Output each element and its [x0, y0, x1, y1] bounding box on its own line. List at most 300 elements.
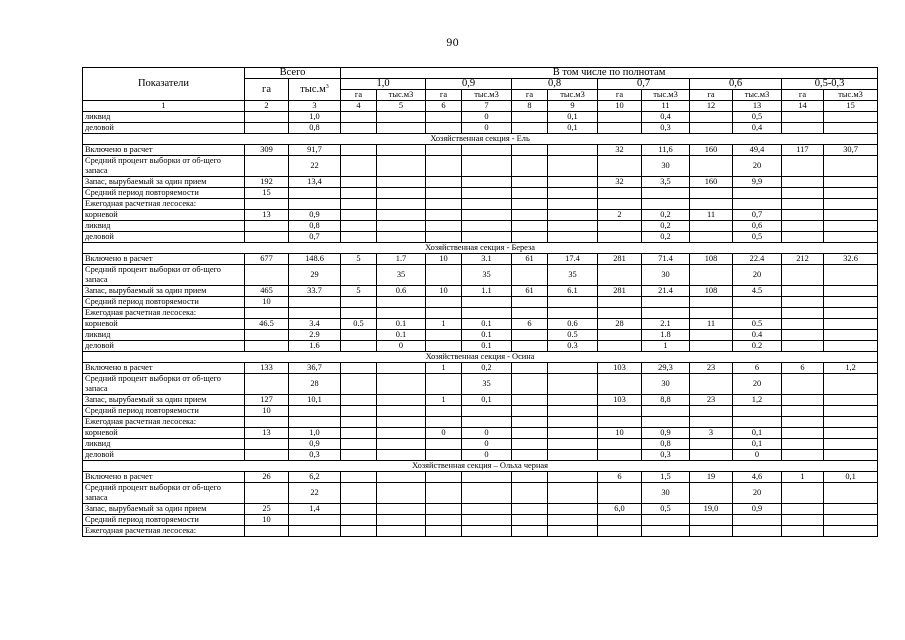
table-cell: [782, 297, 824, 308]
table-cell: [462, 145, 512, 156]
table-row: [83, 308, 878, 319]
table-cell: [341, 428, 377, 439]
table-cell: [548, 156, 598, 177]
table-cell: [341, 308, 377, 319]
table-cell: 1,0: [289, 428, 341, 439]
table-cell: [426, 483, 462, 504]
table-cell: [289, 406, 341, 417]
table-cell: 5: [341, 254, 377, 265]
table-cell: [377, 417, 426, 428]
table-cell: 46.5: [245, 319, 289, 330]
table-cell: [341, 406, 377, 417]
table-cell: 10: [245, 406, 289, 417]
table-row: [83, 406, 878, 417]
table-cell: 103: [598, 363, 642, 374]
total-header: Всего: [245, 68, 341, 79]
table-cell: 0.1: [462, 330, 512, 341]
table-cell: 29: [289, 265, 341, 286]
table-cell: [512, 374, 548, 395]
table-cell: [548, 483, 598, 504]
table-cell: [824, 286, 878, 297]
table-cell: [690, 265, 733, 286]
table-cell: 0.6: [377, 286, 426, 297]
table-row: [83, 472, 878, 483]
table-cell: [782, 439, 824, 450]
table-cell: [462, 177, 512, 188]
table-cell: 0.1: [377, 330, 426, 341]
table-cell: [782, 188, 824, 199]
table-row: [83, 439, 878, 450]
table-cell: [690, 297, 733, 308]
table-cell: [690, 199, 733, 210]
table-cell: 1: [426, 395, 462, 406]
table-cell: [341, 112, 377, 123]
density-header: 1,0: [341, 79, 426, 90]
table-row: [83, 199, 878, 210]
table-cell: [824, 406, 878, 417]
table-cell: [512, 504, 548, 515]
table-cell: [690, 341, 733, 352]
row-label: Запас, вырубаемый за один прием: [83, 395, 245, 406]
table-cell: [782, 395, 824, 406]
table-cell: [377, 428, 426, 439]
table-cell: [824, 504, 878, 515]
row-label: Средний процент выборки от об-щего запаса: [83, 483, 245, 504]
row-label: Включено в расчет: [83, 472, 245, 483]
table-cell: 0,4: [642, 112, 690, 123]
table-cell: [782, 286, 824, 297]
table-cell: 0,8: [642, 439, 690, 450]
table-cell: [462, 526, 512, 537]
table-cell: [341, 417, 377, 428]
table-cell: [824, 526, 878, 537]
table-row: [83, 341, 878, 352]
table-cell: 0,3: [289, 450, 341, 461]
table-cell: 10: [426, 286, 462, 297]
table-cell: [245, 112, 289, 123]
table-cell: [782, 483, 824, 504]
table-cell: 8,8: [642, 395, 690, 406]
table-cell: [512, 199, 548, 210]
table-cell: 0,3: [642, 450, 690, 461]
table-cell: [426, 308, 462, 319]
table-cell: [426, 232, 462, 243]
unit-volume: тыс.м3: [377, 90, 426, 101]
table-cell: [245, 265, 289, 286]
table-cell: [548, 145, 598, 156]
table-cell: [426, 145, 462, 156]
table-cell: [598, 308, 642, 319]
row-label: Средний период повторяемости: [83, 297, 245, 308]
table-cell: 21.4: [642, 286, 690, 297]
row-label: Ежегодная расчетная лесосека:: [83, 199, 245, 210]
table-cell: [512, 526, 548, 537]
table-cell: [548, 177, 598, 188]
table-cell: [289, 515, 341, 526]
section-row: [83, 243, 878, 254]
table-cell: [733, 308, 782, 319]
table-cell: [512, 515, 548, 526]
table-cell: [245, 417, 289, 428]
table-cell: [426, 374, 462, 395]
table-cell: 1,2: [824, 363, 878, 374]
table-cell: 91,7: [289, 145, 341, 156]
table-cell: 3,5: [642, 177, 690, 188]
table-cell: 6.1: [548, 286, 598, 297]
row-label: Запас, вырубаемый за один прием: [83, 504, 245, 515]
table-cell: [341, 504, 377, 515]
table-cell: 133: [245, 363, 289, 374]
table-cell: 11,6: [642, 145, 690, 156]
allowable-cut-table: [82, 67, 878, 537]
table-cell: [377, 450, 426, 461]
table-cell: [341, 199, 377, 210]
table-cell: [548, 297, 598, 308]
table-cell: 0,2: [642, 221, 690, 232]
table-cell: 0.5: [548, 330, 598, 341]
table-cell: [824, 483, 878, 504]
table-cell: [462, 210, 512, 221]
table-cell: [824, 319, 878, 330]
table-cell: [598, 515, 642, 526]
unit-volume: тыс.м3: [642, 90, 690, 101]
table-cell: [548, 199, 598, 210]
table-cell: 677: [245, 254, 289, 265]
density-header: 0,6: [690, 79, 782, 90]
table-cell: [289, 188, 341, 199]
table-cell: [245, 232, 289, 243]
table-cell: 0: [733, 450, 782, 461]
table-cell: [690, 417, 733, 428]
table-cell: [289, 526, 341, 537]
table-cell: [548, 221, 598, 232]
table-cell: 0.6: [548, 319, 598, 330]
table-cell: [824, 515, 878, 526]
table-cell: 212: [782, 254, 824, 265]
table-cell: 36,7: [289, 363, 341, 374]
table-cell: 0,2: [462, 363, 512, 374]
table-cell: [690, 221, 733, 232]
section-title: Хозяйственная секция - Осина: [83, 352, 878, 363]
table-cell: [377, 374, 426, 395]
table-cell: [824, 221, 878, 232]
total-ha-header: га: [245, 79, 289, 101]
table-cell: 0: [462, 428, 512, 439]
table-cell: 1: [642, 341, 690, 352]
table-cell: [245, 483, 289, 504]
table-cell: 9,9: [733, 177, 782, 188]
table-cell: [548, 515, 598, 526]
table-cell: [377, 308, 426, 319]
table-row: [83, 428, 878, 439]
table-cell: [341, 472, 377, 483]
table-cell: [548, 450, 598, 461]
row-label: Ежегодная расчетная лесосека:: [83, 417, 245, 428]
column-number: 11: [642, 101, 690, 112]
table-cell: [377, 472, 426, 483]
unit-ha: га: [426, 90, 462, 101]
table-cell: [782, 406, 824, 417]
table-cell: 6,2: [289, 472, 341, 483]
table-cell: [824, 417, 878, 428]
column-number: 2: [245, 101, 289, 112]
table-cell: 23: [690, 363, 733, 374]
table-cell: 0,2: [642, 232, 690, 243]
row-label: Средний период повторяемости: [83, 406, 245, 417]
table-cell: [245, 450, 289, 461]
table-cell: [733, 515, 782, 526]
table-cell: [377, 123, 426, 134]
table-cell: [824, 156, 878, 177]
table-cell: [642, 417, 690, 428]
table-cell: [512, 177, 548, 188]
table-cell: 1.1: [462, 286, 512, 297]
table-cell: 108: [690, 254, 733, 265]
table-cell: [289, 417, 341, 428]
table-cell: 0,4: [733, 123, 782, 134]
table-cell: [690, 188, 733, 199]
table-cell: [512, 112, 548, 123]
table-cell: [341, 297, 377, 308]
table-cell: 13,4: [289, 177, 341, 188]
table-cell: 13: [245, 210, 289, 221]
table-cell: [245, 123, 289, 134]
table-cell: [824, 188, 878, 199]
table-cell: [598, 297, 642, 308]
row-label: Включено в расчет: [83, 254, 245, 265]
table-cell: [782, 177, 824, 188]
table-cell: 0: [462, 123, 512, 134]
row-label: корневой: [83, 428, 245, 439]
table-cell: [512, 428, 548, 439]
table-cell: 0,8: [289, 123, 341, 134]
table-cell: [426, 123, 462, 134]
density-header: 0,9: [426, 79, 512, 90]
table-cell: [824, 265, 878, 286]
table-cell: [245, 308, 289, 319]
table-cell: 1: [426, 319, 462, 330]
table-cell: [690, 112, 733, 123]
table-cell: [690, 330, 733, 341]
table-cell: 192: [245, 177, 289, 188]
table-cell: [341, 210, 377, 221]
table-row: [83, 177, 878, 188]
table-cell: [426, 515, 462, 526]
table-cell: [462, 483, 512, 504]
table-cell: 20: [733, 374, 782, 395]
table-cell: 0.5: [341, 319, 377, 330]
table-cell: [512, 395, 548, 406]
table-body: [83, 112, 878, 537]
table-cell: 30: [642, 483, 690, 504]
table-cell: 22: [289, 483, 341, 504]
table-cell: 28: [289, 374, 341, 395]
table-cell: 10: [245, 515, 289, 526]
table-cell: 10: [245, 297, 289, 308]
table-row: [83, 286, 878, 297]
table-cell: 465: [245, 286, 289, 297]
table-cell: [782, 112, 824, 123]
table-cell: 4.5: [733, 286, 782, 297]
table-cell: [377, 515, 426, 526]
table-cell: 0: [462, 450, 512, 461]
table-cell: 20: [733, 483, 782, 504]
table-cell: [377, 221, 426, 232]
table-cell: 32.6: [824, 254, 878, 265]
table-cell: 32: [598, 177, 642, 188]
table-cell: [548, 417, 598, 428]
table-cell: [598, 265, 642, 286]
table-cell: [824, 232, 878, 243]
table-cell: 35: [462, 265, 512, 286]
table-cell: 35: [462, 374, 512, 395]
table-row: [83, 363, 878, 374]
column-number: 8: [512, 101, 548, 112]
table-cell: 0,8: [289, 221, 341, 232]
table-cell: [245, 156, 289, 177]
table-cell: [426, 504, 462, 515]
unit-ha: га: [512, 90, 548, 101]
table-cell: [548, 439, 598, 450]
table-cell: [426, 439, 462, 450]
table-cell: [782, 319, 824, 330]
table-cell: [690, 483, 733, 504]
column-number: 1: [83, 101, 245, 112]
table-cell: 0: [462, 112, 512, 123]
table-cell: 0,5: [733, 112, 782, 123]
table-cell: [289, 297, 341, 308]
table-cell: [341, 188, 377, 199]
row-label: Средний период повторяемости: [83, 515, 245, 526]
table-cell: 35: [548, 265, 598, 286]
table-cell: [462, 188, 512, 199]
table-cell: [245, 330, 289, 341]
column-number: 7: [462, 101, 512, 112]
table-cell: 1,4: [289, 504, 341, 515]
row-label: Средний период повторяемости: [83, 188, 245, 199]
table-cell: [598, 374, 642, 395]
table-cell: [245, 341, 289, 352]
table-cell: 30,7: [824, 145, 878, 156]
table-cell: [462, 515, 512, 526]
table-row: [83, 374, 878, 395]
table-cell: [598, 526, 642, 537]
table-cell: [341, 177, 377, 188]
table-cell: 3.1: [462, 254, 512, 265]
table-cell: [598, 221, 642, 232]
table-cell: 25: [245, 504, 289, 515]
table-cell: [598, 439, 642, 450]
table-cell: 281: [598, 286, 642, 297]
table-cell: [426, 341, 462, 352]
table-cell: 33.7: [289, 286, 341, 297]
table-cell: 1.7: [377, 254, 426, 265]
table-cell: [782, 265, 824, 286]
unit-ha: га: [598, 90, 642, 101]
table-cell: [642, 308, 690, 319]
table-cell: [512, 297, 548, 308]
column-number: 6: [426, 101, 462, 112]
table-cell: 71.4: [642, 254, 690, 265]
table-cell: [512, 156, 548, 177]
table-cell: [642, 199, 690, 210]
unit-ha: га: [782, 90, 824, 101]
table-cell: [341, 123, 377, 134]
table-cell: [782, 210, 824, 221]
table-cell: 0,7: [289, 232, 341, 243]
table-row: [83, 232, 878, 243]
table-cell: 6: [733, 363, 782, 374]
table-row: [83, 526, 878, 537]
table-cell: 17.4: [548, 254, 598, 265]
table-cell: 49,4: [733, 145, 782, 156]
table-cell: 1.8: [642, 330, 690, 341]
section-title: Хозяйственная секция – Ольха черная: [83, 461, 878, 472]
table-cell: [426, 330, 462, 341]
table-cell: 0,9: [642, 428, 690, 439]
table-cell: 13: [245, 428, 289, 439]
table-cell: [512, 232, 548, 243]
table-cell: 3.4: [289, 319, 341, 330]
row-label: Средний процент выборки от об-щего запаса: [83, 156, 245, 177]
unit-volume: тыс.м3: [548, 90, 598, 101]
table-cell: [690, 450, 733, 461]
table-cell: [462, 308, 512, 319]
table-cell: [512, 188, 548, 199]
density-header: 0,8: [512, 79, 598, 90]
table-cell: 0,1: [462, 395, 512, 406]
table-cell: [426, 221, 462, 232]
density-header: 0,7: [598, 79, 690, 90]
table-cell: 0: [462, 439, 512, 450]
table-cell: [462, 221, 512, 232]
table-cell: [341, 265, 377, 286]
table-cell: [598, 156, 642, 177]
row-label: Запас, вырубаемый за один прием: [83, 286, 245, 297]
table-cell: [782, 330, 824, 341]
table-cell: 2: [598, 210, 642, 221]
total-volume-header: $тыс.м^3$: [289, 79, 341, 101]
row-label: ликвид: [83, 330, 245, 341]
table-cell: [782, 515, 824, 526]
table-cell: 4,6: [733, 472, 782, 483]
table-cell: [690, 406, 733, 417]
table-cell: 10: [598, 428, 642, 439]
table-cell: [341, 450, 377, 461]
table-cell: [642, 406, 690, 417]
table-row: [83, 417, 878, 428]
table-cell: 0,9: [733, 504, 782, 515]
table-cell: 61: [512, 286, 548, 297]
table-cell: [462, 406, 512, 417]
table-cell: [512, 439, 548, 450]
table-cell: [245, 439, 289, 450]
table-cell: [426, 450, 462, 461]
section-row: [83, 352, 878, 363]
table-cell: [548, 232, 598, 243]
row-label: Средний процент выборки от об-щего запаса: [83, 374, 245, 395]
unit-ha: га: [690, 90, 733, 101]
table-cell: [824, 439, 878, 450]
table-cell: [824, 374, 878, 395]
table-cell: [377, 526, 426, 537]
table-cell: [341, 363, 377, 374]
section-title: Хозяйственная секция - Ель: [83, 134, 878, 145]
table-cell: [598, 123, 642, 134]
column-number-row: [83, 101, 878, 112]
table-cell: 26: [245, 472, 289, 483]
table-cell: 127: [245, 395, 289, 406]
